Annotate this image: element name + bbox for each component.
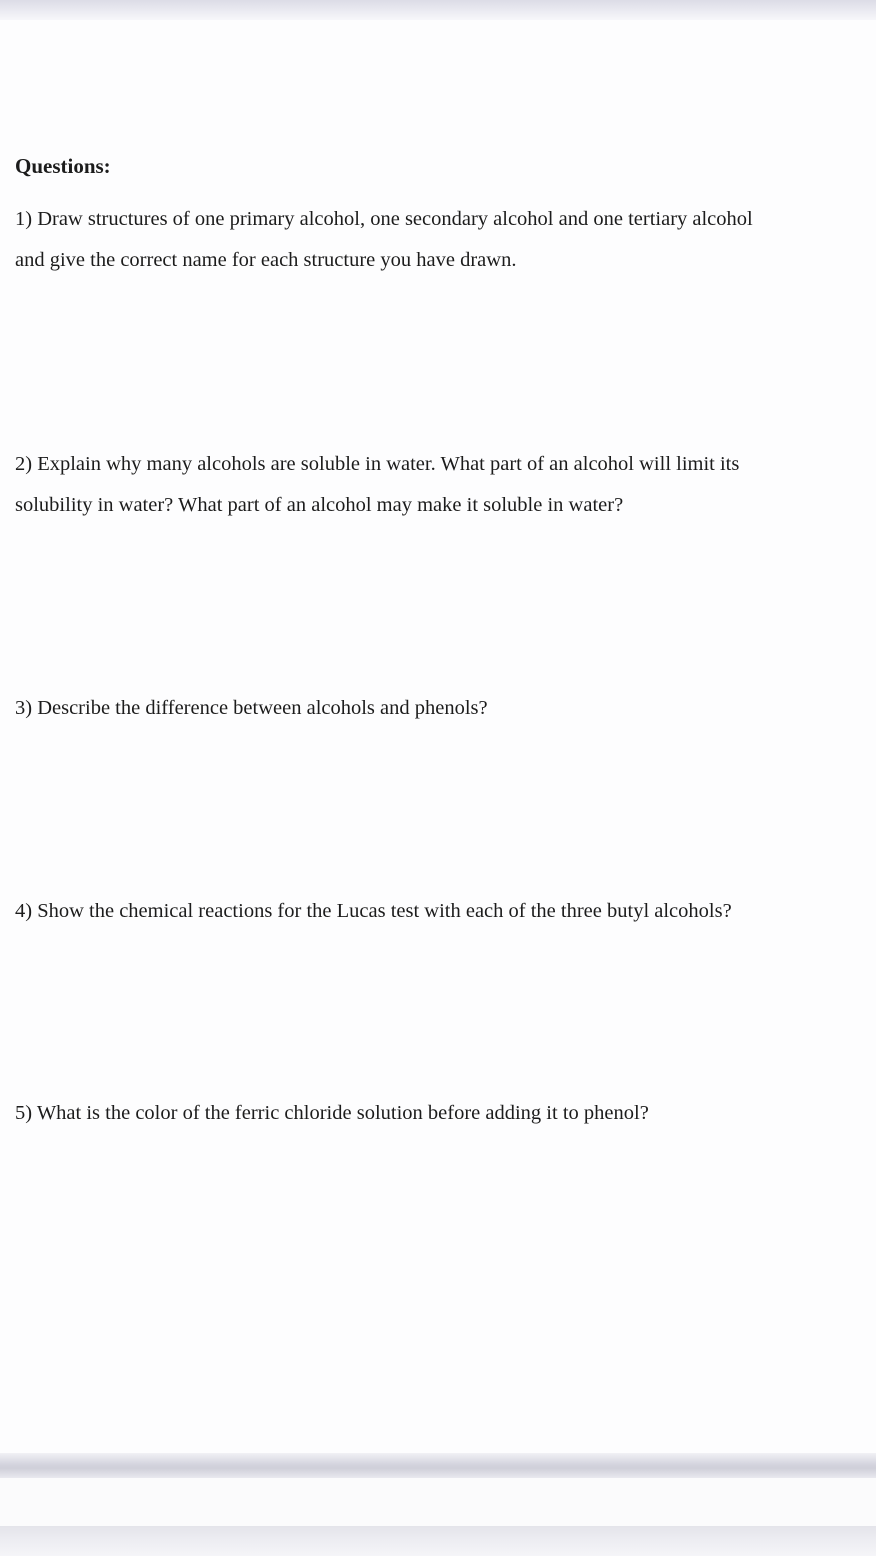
question-5-line-1: 5) What is the color of the ferric chloride solution before adding it to phenol? [15, 1102, 649, 1124]
question-2 [15, 444, 855, 526]
question-4 [15, 891, 865, 932]
question-2-line-1: 2) Explain why many alcohols are soluble in water. What part of an alcohol will limit its [15, 453, 740, 475]
question-5 [15, 1093, 865, 1134]
question-1-line-1: 1) Draw structures of one primary alcohol, one secondary alcohol and one tertiary alcohol [15, 208, 753, 230]
question-4-line-1: 4) Show the chemical reactions for the Lucas test with each of the three butyl alcohols? [15, 900, 732, 922]
question-3 [15, 688, 865, 729]
bottom-bar [0, 1526, 876, 1556]
page-gap [0, 1478, 876, 1526]
page-break-bar [0, 1453, 876, 1478]
question-1-line-2: and give the correct name for each structure you have drawn. [15, 249, 517, 271]
questions-heading: Questions: [15, 154, 111, 178]
question-2-line-2: solubility in water? What part of an alcohol may make it soluble in water? [15, 494, 624, 516]
top-bar [0, 0, 876, 20]
question-1 [15, 199, 865, 281]
question-3-line-1: 3) Describe the difference between alcohols and phenols? [15, 697, 488, 719]
